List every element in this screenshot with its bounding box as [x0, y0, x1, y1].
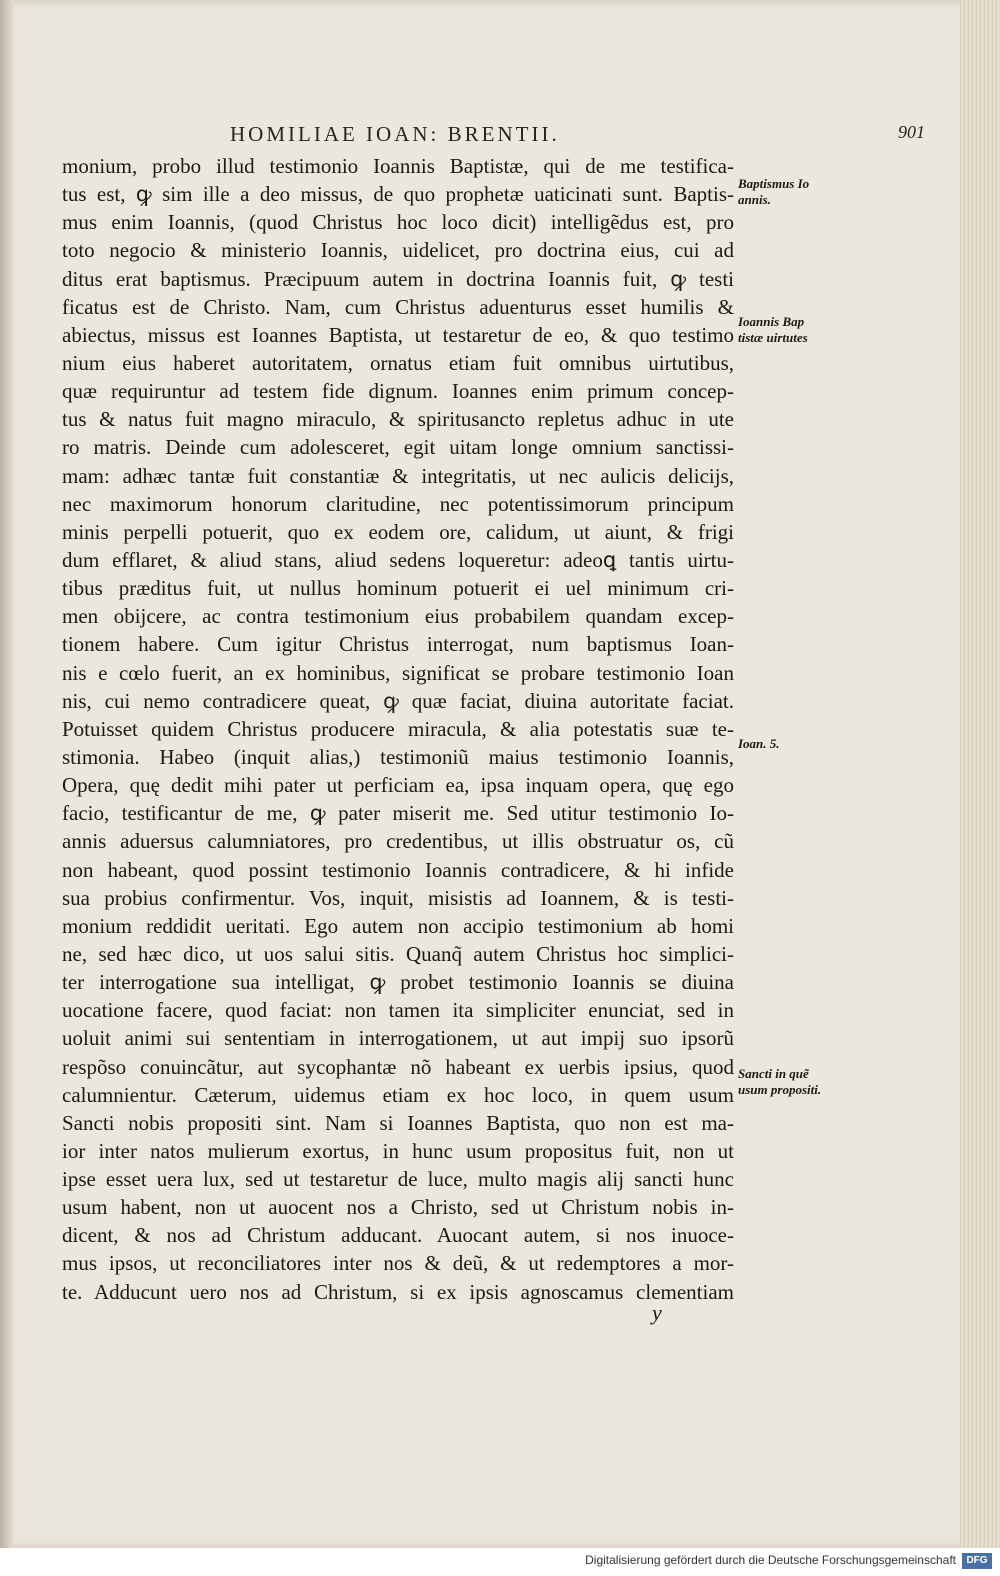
text-line: minis perpelli potuerit, quo ex eodem ore, calidum, ut aiunt, & frigi	[62, 519, 734, 544]
text-line: te. Adducunt uero nos ad Christum, si ex ipsis agnoscamus clementiam	[62, 1279, 734, 1304]
digitization-footer	[0, 1548, 1000, 1576]
page-fore-edge	[960, 0, 1000, 1576]
text-line: mus ipsos, ut reconciliatores inter nos & deũ, & ut redemptores a mor-	[62, 1251, 734, 1276]
text-line: ter interrogatione sua intelligat, ꝙ probet testimonio Ioannis se diuina	[62, 970, 734, 995]
text-line: nec maximorum honorum claritudine, nec potentissimorum principum	[62, 491, 734, 516]
text-line: non habeant, quod possint testimonio Ioannis contradicere, & hi infide	[62, 857, 734, 882]
text-line: Potuisset quidem Christus producere miracula, & alia potestatis suæ te-	[62, 716, 734, 741]
text-line: tus est, ꝙ sim ille a deo missus, de quo prophetæ uaticinati sunt. Baptis-	[62, 182, 734, 207]
text-line: uoluit animi sui sententiam in interrogationem, ut aut impij suo ipsorũ	[62, 1026, 734, 1051]
text-line: nis, cui nemo contradicere queat, ꝙ quæ faciat, diuina autoritate faciat.	[62, 688, 734, 713]
text-line: tionem habere. Cum igitur Christus interrogat, num baptismus Ioan-	[62, 632, 734, 657]
text-line: quæ requiruntur ad testem fide dignum. Ioannes enim primum concep-	[62, 379, 734, 404]
text-line: ro matris. Deinde cum adolesceret, egit uitam longe omnium sanctissi-	[62, 435, 734, 460]
text-line: men obijcere, ac contra testimonium eius probabilem quandam excep-	[62, 604, 734, 629]
text-line: nium eius haberet autoritatem, ornatus etiam fuit omnibus uirtutibus,	[62, 350, 734, 375]
text-line: Sancti nobis propositi sint. Nam si Ioannes Baptista, quo non est ma-	[62, 1110, 734, 1135]
text-line: ne, sed hæc dico, ut uos salui sitis. Quanq̃ autem Christus hoc simplici-	[62, 941, 734, 966]
text-line: respõso conuincãtur, aut sycophantæ nõ habeant ex uerbis ipsius, quod	[62, 1054, 734, 1079]
running-title: HOMILIAE IOAN: BRENTII.	[230, 122, 560, 146]
text-line: calumnientur. Cæterum, uidemus etiam ex hoc loco, in quem usum	[62, 1082, 734, 1107]
text-line: nis e cœlo fuerit, an ex hominibus, significat se probare testimonio Ioan	[62, 660, 734, 685]
text-line: ditus erat baptismus. Præcipuum autem in doctrina Ioannis fuit, ꝙ testi	[62, 266, 734, 291]
text-line: ior inter natos mulierum exortus, in hunc usum propositus fuit, non ut	[62, 1138, 734, 1163]
text-line: ipse esset uera lux, sed ut testaretur de luce, multo magis alij sancti hunc	[62, 1167, 734, 1192]
page-gutter	[0, 0, 14, 1548]
text-line: dum efflaret, & aliud stans, aliud sedens loqueretur: adeoꝗ tantis uirtu-	[62, 547, 734, 572]
text-line: sua probius confirmentur. Vos, inquit, misistis ad Ioannem, & is testi-	[62, 885, 734, 910]
text-line: tus & natus fuit magno miraculo, & spiritusancto repletus adhuc in ute	[62, 407, 734, 432]
text-line: mus enim Ioannis, (quod Christus hoc loco dicit) intelligẽdus est, pro	[62, 210, 734, 235]
text-line: annis aduersus calumniatores, pro credentibus, ut illis obstruatur os, cũ	[62, 829, 734, 854]
text-line: Opera, quę dedit mihi pater ut perficiam ea, ipsa inquam opera, quę ego	[62, 773, 734, 798]
running-head	[0, 122, 976, 152]
marginal-note-virtutes: Ioannis Bap tistæ uirtutes	[738, 314, 808, 345]
text-line: abiectus, missus est Ioannes Baptista, ut testaretur de eo, & quo testimo	[62, 322, 734, 347]
text-line: ficatus est de Christo. Nam, cum Christus aduenturus esset humilis &	[62, 294, 734, 319]
text-line: monium reddidit ueritati. Ego autem non accipio testimonium ab homi	[62, 913, 734, 938]
text-line: usum habent, non ut auocent nos a Christo, sed ut Christum nobis in-	[62, 1195, 734, 1220]
dfg-logo: DFG	[962, 1553, 992, 1569]
catchword: y	[652, 1300, 662, 1325]
text-line: toto negocio & ministerio Ioannis, uidelicet, pro doctrina eius, cui ad	[62, 238, 734, 263]
text-line: tibus præditus fuit, ut nullus hominum potuerit ei uel minimum cri-	[62, 576, 734, 601]
text-line: uocatione facere, quod faciat: non tamen ita simpliciter enunciat, sed in	[62, 998, 734, 1023]
text-line: mam: adhæc tantæ fuit constantiæ & integritatis, ut nec aulicis delicijs,	[62, 463, 734, 488]
body-text	[62, 152, 734, 1306]
text-line: facio, testificantur de me, ꝙ pater miserit me. Sed utitur testimonio Io-	[62, 801, 734, 826]
funding-credit: Digitalisierung gefördert durch die Deutsche Forschungsgemeinschaft	[585, 1553, 956, 1567]
text-line: dicent, & nos ad Christum adducant. Auocant autem, si nos inuoce-	[62, 1223, 734, 1248]
marginal-note-ioan5: Ioan. 5.	[738, 736, 780, 751]
marginal-note-sancti: Sancti in quẽ usum propositi.	[738, 1066, 822, 1097]
text-line: stimonia. Habeo (inquit alias,) testimoniũ maius testimonio Ioannis,	[62, 744, 734, 769]
marginal-note-baptismus: Baptismus Io annis.	[738, 176, 810, 207]
folio-number: 901	[898, 122, 925, 142]
text-line: monium, probo illud testimonio Ioannis Baptistæ, qui de me testifica-	[62, 154, 734, 178]
